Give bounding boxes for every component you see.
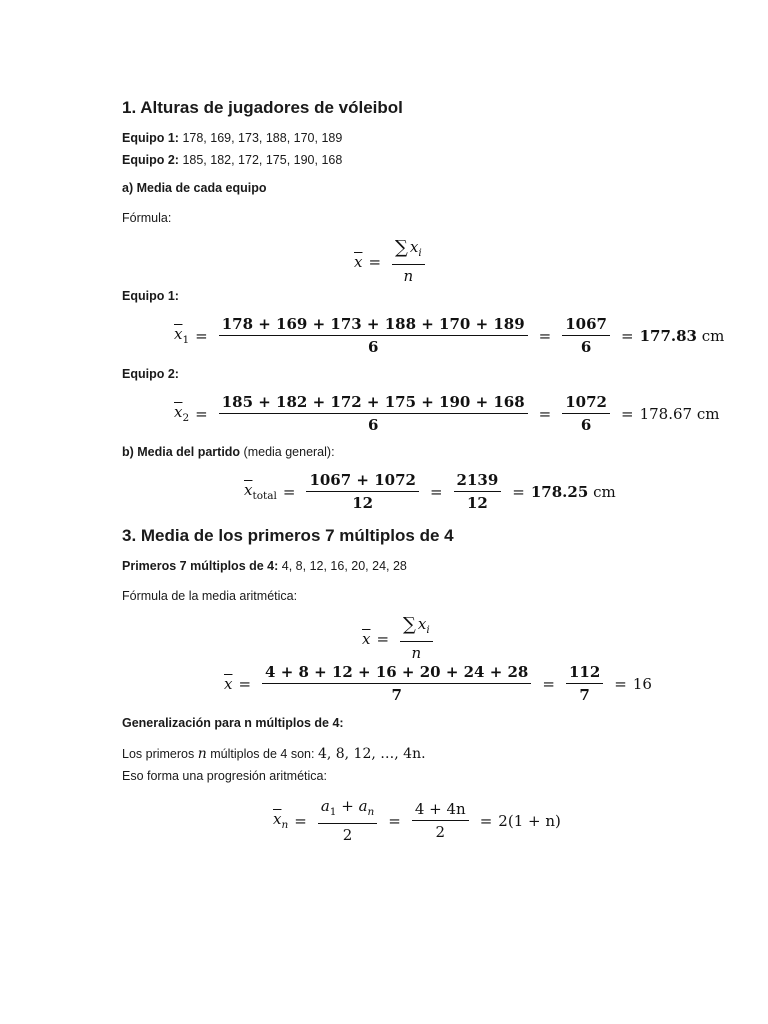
text: múltiplos de 4 son: [206, 747, 318, 761]
team2-label: Equipo 2: [122, 153, 179, 167]
subscript: 1 [182, 334, 190, 346]
numerator: 2139 [454, 471, 502, 492]
sum-fraction [219, 315, 528, 356]
substituted-fraction [412, 800, 469, 841]
index-i: i [418, 247, 422, 259]
general-mean-equation: $\overline{x}_n$ = $\frac{a_1 + a_n}{2}$ = $\frac{4 + 4n}{2}$ = 2(1 + n) [273, 797, 561, 844]
xbar-symbol: $\overline{x}$ [174, 325, 183, 343]
team1-line [122, 131, 342, 145]
denominator: 7 [391, 686, 402, 704]
result-value: 178.67 [639, 404, 693, 423]
xbar-symbol: $\overline{x}$ [244, 481, 253, 499]
generalization-line-1 [122, 746, 426, 762]
team2-mean-equation: $\overline{x}_2$ = $\frac{185 + 182 + 172 + 175 + 190 + 168}{6}$ = $\frac{1072}{6}$ = 178.67 cm [174, 393, 720, 434]
numerator: 1067 [562, 315, 610, 336]
denominator: 12 [352, 494, 374, 512]
section-3-title: 3. Media de los primeros 7 múltiplos de 4 [122, 526, 454, 545]
equals-sign: = [368, 252, 382, 271]
subscript: n [281, 819, 289, 831]
part-b-rest: (media general): [240, 445, 335, 459]
sum-fraction [306, 471, 419, 512]
sum-fraction [219, 393, 528, 434]
a-symbol: a [358, 797, 368, 815]
eq1-label: Equipo 1: [122, 289, 179, 303]
generalization-line-2: Eso forma una progresión aritmética: [122, 769, 327, 783]
equals-sign: = [376, 629, 390, 648]
unit: cm [696, 404, 720, 423]
team1-mean-equation: $\overline{x}_1$ = $\frac{178 + 169 + 173 + 188 + 170 + 189}{6}$ = $\frac{1067}{6}$ = 177.83 cm [174, 315, 725, 356]
mean-fraction [392, 238, 425, 285]
numerator: 178 + 169 + 173 + 188 + 170 + 189 [219, 315, 528, 336]
part-b-bold: b) Media del partido [122, 445, 241, 459]
multiples-mean-equation: $\overline{x}$ = $\frac{4 + 8 + 12 + 16 + 20 + 24 + 28}{7}$ = $\frac{112}{7}$ = 16 [224, 663, 652, 704]
arithmetic-fraction [318, 797, 377, 844]
n-symbol: n [197, 746, 207, 762]
sigma-symbol: ∑ [403, 614, 416, 635]
part-a-heading: a) Media de cada equipo [122, 181, 267, 195]
denominator: 7 [579, 686, 590, 704]
mean-fraction [400, 615, 433, 662]
eq2-label: Equipo 2: [122, 367, 179, 381]
xbar-symbol: $\overline{x}$ [174, 403, 183, 421]
team1-label: Equipo 1: [122, 131, 179, 145]
result-value: 2(1 + n) [498, 811, 561, 830]
n-symbol: n [403, 267, 414, 285]
denominator: 6 [367, 416, 379, 434]
unit: cm [701, 326, 725, 345]
xi-symbol: x [417, 615, 427, 633]
numerator: 4 + 4n [412, 800, 469, 821]
xbar-symbol: $\overline{x}$ [354, 252, 363, 271]
overall-mean-equation: $\overline{x}_{total}$ = $\frac{1067 + 1072}{12}$ = $\frac{2139}{12}$ = 178.25 cm [244, 471, 616, 512]
team2-values: 185, 182, 172, 175, 190, 168 [182, 153, 343, 167]
multiples-line [122, 559, 407, 573]
arith-formula-label: Fórmula de la media aritmética: [122, 589, 298, 603]
denominator: 6 [580, 416, 592, 434]
xi-symbol: x [409, 238, 419, 256]
unit: cm [593, 482, 616, 501]
total-fraction [562, 315, 610, 356]
numerator: 112 [566, 663, 603, 684]
xbar-symbol: $\overline{x}$ [273, 810, 282, 828]
subscript: 2 [182, 412, 190, 424]
generalization-heading: Generalización para n múltiplos de 4: [122, 716, 344, 730]
numerator: 185 + 182 + 172 + 175 + 190 + 168 [219, 393, 528, 414]
denominator: 6 [367, 338, 379, 356]
text: Los primeros [122, 747, 198, 761]
numerator: 1072 [562, 393, 610, 414]
mean-formula [354, 238, 430, 285]
total-fraction [454, 471, 502, 512]
subscript: total [252, 490, 277, 502]
xbar-symbol: $\overline{x}$ [224, 674, 233, 693]
part-b-heading [122, 445, 335, 459]
xbar-symbol: $\overline{x}$ [362, 629, 371, 648]
sigma-symbol: ∑ [395, 237, 408, 258]
result-value: 178.25 [530, 482, 589, 501]
section-1-title: 1. Alturas de jugadores de vóleibol [122, 98, 403, 117]
index-i: i [426, 624, 430, 636]
total-fraction [566, 663, 603, 704]
mean-formula [362, 615, 438, 662]
sum-fraction [262, 663, 531, 704]
result-value: 177.83 [639, 326, 697, 345]
denominator: 6 [580, 338, 592, 356]
n-symbol: n [411, 644, 422, 662]
numerator: 4 + 8 + 12 + 16 + 20 + 24 + 28 [262, 663, 531, 684]
denominator: 2 [435, 823, 446, 841]
numerator: 1067 + 1072 [306, 471, 419, 492]
result-value: 16 [632, 674, 652, 693]
team2-line [122, 153, 342, 167]
denominator: 2 [342, 826, 353, 844]
plus: + [336, 797, 359, 815]
formula-label: Fórmula: [122, 211, 172, 225]
multiples-values: 4, 8, 12, 16, 20, 24, 28 [278, 559, 407, 573]
total-fraction [562, 393, 610, 434]
subscript: 1 [329, 806, 337, 818]
multiples-label: Primeros 7 múltiplos de 4: [122, 559, 279, 573]
team1-values: 178, 169, 173, 188, 170, 189 [182, 131, 343, 145]
a-symbol: a [320, 797, 330, 815]
denominator: 12 [466, 494, 488, 512]
subscript: n [367, 806, 375, 818]
sequence: 4, 8, 12, …, 4n. [317, 746, 426, 762]
